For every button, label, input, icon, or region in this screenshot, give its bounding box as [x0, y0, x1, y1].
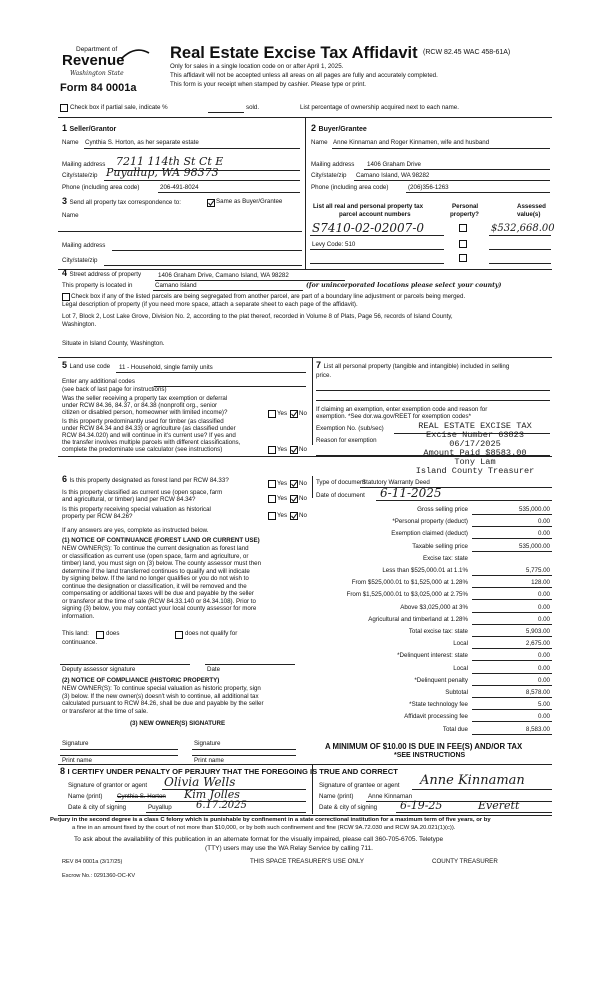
owner-print-label-1: Print name	[62, 757, 92, 764]
q-timber-4: the transfer involves multiple parcels with different classifications,	[62, 439, 241, 446]
buyer-city-label: City/state/zip	[311, 172, 347, 179]
state-name: Washington State	[70, 70, 124, 77]
tax-row-label: *State technology fee	[409, 701, 468, 709]
same-as-buyer-label: Same as Buyer/Grantee	[216, 198, 283, 205]
revision-label: REV 84 0001a (3/17/25)	[62, 859, 123, 865]
q-current-use-no-checkbox[interactable]	[290, 495, 298, 503]
this-land-label: This land:	[62, 630, 89, 637]
seller-phone-label: Phone (including area code)	[62, 184, 140, 191]
revenue-word: Revenue	[62, 52, 125, 69]
tax-row-label: Less than $525,000.01 at 1.1%	[382, 567, 468, 574]
yes-label: Yes	[277, 480, 288, 487]
q-forest-yes-checkbox[interactable]	[268, 480, 276, 488]
no-label: No	[299, 495, 307, 502]
legal-description-2: Washington.	[62, 321, 97, 328]
tax-table	[316, 506, 552, 746]
tax-row-value[interactable]: 0.00	[537, 530, 550, 538]
tax-row-label: Agricultural and timberland at 1.28%	[368, 615, 468, 623]
tax-row-label: Taxable selling price	[412, 542, 468, 550]
no-label: No	[299, 410, 307, 417]
located-in-label: This property is located in	[62, 282, 133, 289]
grantor-name-label: Name (print)	[68, 793, 103, 800]
tax-row-value[interactable]: 0.00	[537, 591, 550, 599]
tax-row-label: Excise tax: state	[422, 554, 468, 562]
minimum-fee-note: A MINIMUM OF $10.00 IS DUE IN FEE(S) AND/OR TAX	[325, 742, 523, 751]
grantee-name-label: Name (print)	[319, 793, 354, 800]
q-exemption-1: Was the seller receiving a property tax exemption or deferral	[62, 395, 228, 402]
notice-2-body-line: NEW OWNER(S): To continue special valuation as historic property, sign	[62, 685, 261, 692]
section-3-text: 3 Send all property tax correspondence to:	[62, 196, 181, 206]
notice-1-body-line: continue the designation or classification, it will be removed and the	[62, 582, 247, 590]
deputy-date-label: Date	[207, 666, 221, 673]
yes-label: Yes	[277, 410, 288, 417]
personal-property-checkbox-3[interactable]	[459, 254, 467, 262]
q-current-use-2: and agricultural, or timber) land per RCW 84.34?	[62, 496, 196, 503]
partial-sale-checkbox[interactable]	[60, 104, 68, 112]
doc-date-label: Date of document	[316, 492, 365, 499]
buyer-name-label: Name	[311, 139, 328, 146]
grantor-name-printed: Cynthia S. Horton	[117, 793, 166, 800]
parcel-header-2: parcel account numbers	[339, 211, 411, 218]
deputy-signature-label: Deputy assessor signature	[62, 666, 136, 673]
stamp-line-4: Amount Paid $8583.00	[423, 448, 527, 458]
stamp-line-2: Excise Number 63823	[426, 430, 524, 440]
seller-name[interactable]: Cynthia S. Horton, as her separate estate	[85, 139, 199, 146]
levy-code: Levy Code: 510	[312, 241, 356, 248]
legal-description-1: Lot 7, Block 2, Lost Lake Grove, Division No. 2, according to the plat thereof, recorded in Volume 8 of Plats, Page 56, records of Island County,	[62, 313, 453, 320]
owner-signature-label-1: Signature	[62, 740, 89, 747]
correspondence-address-label: Mailing address	[62, 242, 106, 249]
tax-row-value[interactable]: 0.00	[537, 676, 550, 684]
parcel-header-1: List all real and personal property tax	[313, 203, 424, 210]
property-address-label: 4 Street address of property	[62, 268, 142, 278]
header-line-1: Only for sales in a single location code on or after April 1, 2025.	[170, 63, 344, 70]
reason-label: Reason for exemption	[316, 437, 377, 444]
tax-row-label: Subtotal	[445, 689, 468, 696]
certify-text: 8 I CERTIFY UNDER PENALTY OF PERJURY THAT THE FOREGOING IS TRUE AND CORRECT	[60, 766, 398, 776]
q-historic-yes-checkbox[interactable]	[268, 512, 276, 520]
notice-2-body-line: calculated pursuant to RCW 84.26, shall be due and payable by the seller	[62, 700, 264, 707]
buyer-address-label: Mailing address	[311, 161, 355, 168]
legal-description-label: Legal description of property (if you need more space, attach a separate sheet to each page of the affidavit).	[62, 301, 358, 308]
q-exemption-no-checkbox[interactable]	[290, 410, 298, 418]
notice-1-title: (1) NOTICE OF CONTINUANCE (FOREST LAND OR CURRENT USE)	[62, 537, 260, 544]
notice-3-title: (3) NEW OWNER(S) SIGNATURE	[130, 720, 226, 727]
does-qualify-checkbox[interactable]	[96, 631, 104, 639]
tax-row-label: Local	[453, 664, 468, 672]
notice-1-body-line: NEW OWNER(S): To continue the current designation as forest land	[62, 545, 249, 552]
land-use-label: 5 Land use code	[62, 360, 111, 370]
located-in[interactable]: Camano Island	[155, 282, 197, 289]
personal-header-2: property?	[450, 211, 479, 218]
q-current-use-1: Is this property classified as current use (open space, farm	[62, 489, 223, 496]
form-number: Form 84 0001a	[60, 82, 137, 94]
tax-row-label: Exemption claimed (deduct)	[391, 530, 468, 538]
notice-2-body-line: (3) below. If the new owner(s) doesn't wish to continue, all additional tax	[62, 692, 259, 700]
tax-row-label: *Delinquent penalty	[414, 676, 468, 684]
claim-exemption-1: If claiming an exemption, enter exemption code and reason for	[316, 406, 488, 413]
alt-format-line-2: (TTY) users may use the WA Relay Service by calling 711.	[205, 845, 373, 852]
tax-row-value[interactable]: 8,583.00	[525, 725, 550, 733]
doc-type-label: Type of document	[316, 479, 366, 486]
tax-row-value[interactable]: 2,675.00	[525, 640, 550, 648]
seller-city-label: City/state/zip	[62, 172, 98, 179]
header-line-3: This form is your receipt when stamped by cashier. Please type or print.	[170, 81, 367, 88]
q-historic-no-checkbox[interactable]	[290, 512, 298, 520]
parcel-number[interactable]: S7410-02-02007-0	[312, 221, 425, 235]
tax-row-label: From $525,000.01 to $1,525,000 at 1.28%	[351, 579, 468, 587]
escrow-number: Escrow No.: 0291360-OC-KV	[62, 873, 136, 879]
grantee-name[interactable]: Anne Kinnaman	[368, 793, 413, 800]
buyer-phone[interactable]: (206)356-1263	[408, 184, 449, 191]
owner-print-label-2: Print name	[194, 757, 224, 764]
segregated-checkbox[interactable]	[62, 293, 70, 301]
stamp-line-3: 06/17/2025	[449, 439, 501, 449]
see-instructions-note: *SEE INSTRUCTIONS	[394, 752, 466, 759]
section-7-text-2: price.	[316, 372, 332, 379]
notice-1-body-line: by signing below. If the land no longer qualifies or you do not wish to	[62, 575, 249, 582]
assessed-header-1: Assessed	[517, 203, 546, 210]
tax-row-label: Above $3,025,000 at 3%	[400, 603, 468, 611]
tax-row-value[interactable]: 0.00	[537, 713, 550, 721]
q-timber-yes-checkbox[interactable]	[268, 446, 276, 454]
tax-row-label: Total excise tax: state	[408, 628, 468, 635]
notice-2-body	[62, 685, 264, 715]
perjury-line-2: a fine in an amount fixed by the court of not more than $10,000, or by both such confinement and fine (RCW 9A.72.030 and RCW 9A.20.021(1)(c)).	[72, 825, 456, 831]
tax-row-label: Total due	[442, 725, 468, 733]
assessed-header-2: value(s)	[517, 211, 541, 218]
q-timber-5: complete the predominate use calculator (see instructions)	[62, 446, 223, 453]
tax-row-value[interactable]: 0.00	[537, 518, 550, 526]
tax-row-label: From $1,525,000.01 to $3,025,000 at 2.75%	[346, 591, 468, 599]
grantor-signature-label: Signature of grantor or agent	[68, 782, 148, 789]
same-as-buyer-checkbox[interactable]	[207, 199, 215, 207]
tax-row-value[interactable]: 535,000.00	[519, 542, 550, 550]
stamp-line-6: Island County Treasurer	[415, 466, 535, 476]
tax-row-value[interactable]: 0.00	[537, 652, 550, 660]
personal-header-1: Personal	[452, 203, 479, 210]
correspondence-name-label: Name	[62, 212, 79, 219]
q-historic-2: property per RCW 84.26?	[62, 513, 133, 520]
treasurer-use-label: THIS SPACE TREASURER'S USE ONLY	[250, 858, 364, 865]
seller-name-label: Name	[62, 139, 79, 146]
exemption-no-label: Exemption No. (sub/sec)	[316, 425, 384, 432]
stamp-line-5: Tony Lam	[454, 457, 496, 467]
personal-property-checkbox-1[interactable]	[459, 224, 467, 232]
q-exemption-yes-checkbox[interactable]	[268, 410, 276, 418]
grantor-date[interactable]: 6.17.2025	[196, 800, 247, 811]
grantor-signature[interactable]: Olivia Wells	[164, 775, 236, 789]
grantee-signature[interactable]: Anne Kinnaman	[420, 773, 525, 788]
property-address[interactable]: 1406 Graham Drive, Camano Island, WA 98282	[158, 272, 289, 279]
grantee-date-city-label: Date & city of signing	[319, 804, 378, 811]
doc-date[interactable]: 6-11-2025	[380, 486, 442, 500]
q-exemption-3: citizen or disabled person, homeowner with limited income)?	[62, 409, 228, 416]
land-use-code[interactable]: 11 - Household, single family units	[119, 364, 213, 371]
buyer-city[interactable]: Camano Island, WA 98282	[356, 172, 430, 179]
q-current-use-yes-checkbox[interactable]	[268, 495, 276, 503]
q-forest: 6 Is this property designated as forest land per RCW 84.33?	[62, 474, 229, 484]
section-7-text: 7 List all personal property (tangible and intangible) included in selling	[316, 360, 510, 370]
does-not-label: does not qualify for	[185, 630, 238, 637]
county-treasurer-label: COUNTY TREASURER	[432, 858, 498, 865]
no-label: No	[299, 512, 307, 519]
notice-1-body-line: timber) land, you must sign on (3) below. The county assessor must then	[62, 560, 262, 567]
tax-row-value[interactable]: 0.00	[537, 615, 550, 623]
q-historic-1: Is this property receiving special valuation as historical	[62, 506, 211, 513]
dept-of: Department of	[76, 46, 118, 53]
grantor-name[interactable]: Kim Jolles	[184, 788, 240, 801]
grantor-date-city-label: Date & city of signing	[68, 804, 127, 811]
partial-sale-label: Check box if partial sale, indicate %	[70, 104, 168, 111]
grantee-city[interactable]: Everett	[478, 799, 520, 812]
seller-phone[interactable]: 206-491-8024	[160, 184, 199, 191]
additional-codes-note: (see back of last page for instructions)	[62, 386, 167, 393]
q-timber-2: under RCW 84.34 and 84.33) or agriculture (as classified under	[62, 425, 236, 432]
buyer-address[interactable]: 1406 Graham Drive	[367, 161, 421, 168]
buyer-name[interactable]: Anne Kinnaman and Roger Kinnamen, wife and husband	[333, 139, 490, 146]
tax-row-label: Affidavit processing fee	[404, 713, 468, 721]
grantee-signature-label: Signature of grantee or agent	[319, 782, 400, 789]
no-label: No	[299, 480, 307, 487]
tax-row-label: Local	[453, 640, 468, 648]
does-label: does	[106, 630, 120, 637]
notice-1-body-line: determine if the land transferred continues to qualify and will indicate	[62, 567, 250, 575]
tax-row-value[interactable]: 5,775.00	[525, 567, 550, 574]
q-exemption-2: under RCW 84.36, 84.37, or 84.38 (nonprofit org., senior	[62, 402, 218, 409]
continuance-label: continuance.	[62, 639, 98, 646]
form-title: Real Estate Excise Tax Affidavit	[170, 44, 418, 62]
notice-2-body-line: or transferor at the time of sale.	[62, 707, 148, 715]
tax-row-value[interactable]: 0.00	[537, 664, 550, 672]
stamp-line-1: REAL ESTATE EXCISE TAX	[418, 421, 532, 431]
seller-address[interactable]: 7211 114th St Ct E	[116, 155, 224, 168]
q-forest-no-checkbox[interactable]	[290, 480, 298, 488]
notice-1-body-line: information.	[62, 612, 95, 620]
owner-signature-label-2: Signature	[194, 740, 221, 747]
yes-label: Yes	[277, 512, 288, 519]
situate-text: Situate in Island County, Washington.	[62, 340, 165, 347]
section-2-title: 2 Buyer/Grantee	[311, 123, 367, 133]
claim-exemption-2: exemption. *See dor.wa.gov/REET for exemption codes*	[316, 413, 472, 420]
notice-1-body	[62, 545, 261, 620]
q-timber-no-checkbox[interactable]	[290, 446, 298, 454]
seller-city[interactable]: Puyallup, WA 98373	[106, 166, 219, 179]
header-line-2: This affidavit will not be accepted unless all areas on all pages are fully and accurately completed.	[170, 72, 438, 79]
seller-address-label: Mailing address	[62, 161, 106, 168]
segregated-text: Check box if any of the listed parcels are being segregated from another parcel, are part of a boundary line adjustment or parcels being merged.	[71, 293, 466, 300]
tax-row-label: Gross selling price	[417, 506, 468, 513]
tax-row-value[interactable]: 0.00	[537, 603, 550, 611]
grantee-date[interactable]: 6-19-25	[400, 799, 443, 812]
ownership-note: List percentage of ownership acquired next to each name.	[300, 104, 459, 111]
notice-1-body-line: or classification as current use (open space, farm and agriculture, or	[62, 552, 249, 560]
notice-2-title: (2) NOTICE OF COMPLIANCE (HISTORIC PROPERTY)	[62, 677, 220, 684]
notice-1-body-line: or transferor at the time of sale (RCW 84.33.140 or 84.34.108). Prior to	[62, 597, 256, 605]
tax-row-label: *Delinquent interest: state	[397, 652, 468, 660]
perjury-line-1: Perjury in the second degree is a class C felony which is punishable by confinement in a state correctional institution for a maximum term of five years, or by	[50, 817, 491, 823]
doc-type[interactable]: Statutory Warranty Deed	[362, 479, 430, 486]
tax-row-value[interactable]: 8,578.00	[525, 689, 550, 696]
yes-label: Yes	[277, 495, 288, 502]
notice-1-body-line: signing (3) below, you may contact your local county assessor for more	[62, 605, 257, 612]
q-timber-1: Is this property predominantly used for timber (as classified	[62, 418, 224, 425]
if-yes-text: If any answers are yes, complete as instructed below.	[62, 527, 209, 534]
located-note: (for unincorporated locations please select your county)	[306, 282, 502, 289]
treasurer-stamp	[400, 422, 550, 476]
additional-codes-label: Enter any additional codes	[62, 378, 135, 385]
alt-format-line-1: To ask about the availability of this publication in an alternate format for the visually impaired, please call 360-705-6705. Teletype	[74, 836, 444, 843]
does-not-qualify-checkbox[interactable]	[175, 631, 183, 639]
grantor-city[interactable]: Puyallup	[148, 804, 172, 811]
q-timber-3: RCW 84.34.020) and will continue in it's current use? If yes and	[62, 432, 236, 439]
tax-row-value[interactable]: 5.00	[537, 701, 550, 709]
section-1-title: 1 Seller/Grantor	[62, 123, 117, 133]
correspondence-city-label: City/state/zip	[62, 257, 98, 264]
notice-1-body-line: compensating or additional taxes will be due and payable by the seller	[62, 590, 254, 597]
tax-row-label: *Personal property (deduct)	[392, 518, 468, 526]
buyer-phone-label: Phone (including area code)	[311, 184, 389, 191]
tax-row-value[interactable]: 5,903.00	[525, 628, 550, 635]
yes-label: Yes	[277, 446, 288, 453]
no-label: No	[299, 446, 307, 453]
rcw-reference: (RCW 82.45 WAC 458-61A)	[423, 49, 511, 56]
personal-property-checkbox-2[interactable]	[459, 240, 467, 248]
partial-sale-sold: sold.	[246, 104, 260, 111]
revenue-swoosh-icon	[120, 48, 150, 66]
assessed-value[interactable]: $532,668.00	[491, 223, 555, 234]
tax-row-value[interactable]: 535,000.00	[519, 506, 550, 513]
tax-row-value[interactable]: 128.00	[531, 579, 550, 587]
